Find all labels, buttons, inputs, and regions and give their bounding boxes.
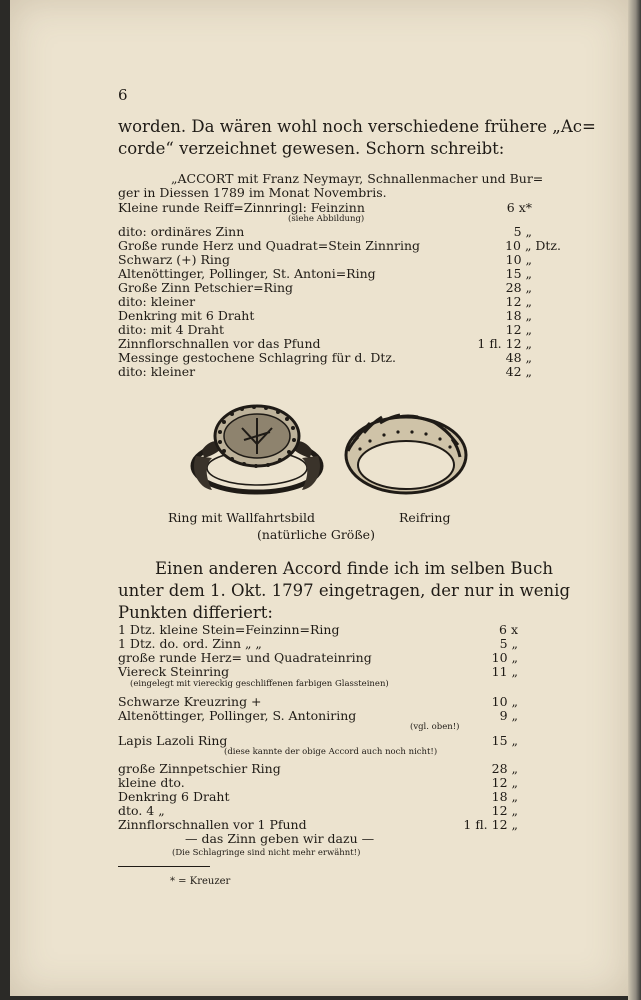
footnote: * = Kreuzer [170, 876, 231, 887]
list-item: 1 Dtz. kleine Stein=Feinzinn=Ring 6 x [118, 622, 518, 637]
schlagring-note: (Die Schlagringe sind nicht mehr erwähnt!) [172, 848, 361, 858]
list-item: dto. 4 „ 12 „ [118, 803, 518, 818]
intro-line-1: worden. Da wären wohl noch verschiedene frühere „Ac= [118, 117, 596, 136]
viereck-note: (eingelegt mit viereckig geschliffenen farbigen Glassteinen) [130, 679, 389, 689]
list-item: Altenöttinger, Pollinger, S. Antoniring 9 „ [118, 708, 518, 723]
para2-line-2: unter dem 1. Okt. 1797 eingetragen, der nur in wenig [118, 581, 571, 600]
list-item: 1 Dtz. do. ord. Zinn „ „ 5 „ [118, 636, 518, 651]
list-item: Messinge gestochene Schlagring für d. Dtz. 48 „ [118, 350, 532, 365]
list-item: dito: mit 4 Draht 12 „ [118, 322, 532, 337]
right-ring-caption: Reifring [399, 510, 451, 525]
list-item: Zinnflorschnallen vor das Pfund 1 fl. 12 „ [118, 336, 532, 351]
compare-note: (vgl. oben!) [410, 722, 460, 732]
book-page [10, 0, 628, 996]
list-item: Altenöttinger, Pollinger, St. Antoni=Ring 15 „ [118, 266, 532, 281]
figure-reference-note: (siehe Abbildung) [288, 214, 365, 224]
list-item: Große Zinn Petschier=Ring 28 „ [118, 280, 532, 295]
para2-line-3: Punkten differiert: [118, 603, 273, 622]
left-ring-caption: Ring mit Wallfahrtsbild [168, 510, 316, 525]
list-item: große Zinnpetschier Ring 28 „ [118, 761, 518, 776]
list-item: dito: kleiner 42 „ [118, 364, 532, 379]
footnote-divider [118, 866, 210, 867]
list-item: Denkring 6 Draht 18 „ [118, 789, 518, 804]
intro-line-2: corde“ verzeichnet gewesen. Schorn schreibt: [118, 139, 505, 158]
list-item: Zinnflorschnallen vor 1 Pfund 1 fl. 12 „ [118, 817, 518, 832]
list-item: Lapis Lazoli Ring 15 „ [118, 733, 518, 748]
list-item: Schwarz (+) Ring 10 „ [118, 252, 532, 267]
list-item: dito: kleiner 12 „ [118, 294, 532, 309]
quote-header-line-2: ger in Diessen 1789 im Monat Novembris. [118, 185, 387, 200]
pilgrimage-ring-illustration [182, 400, 332, 502]
list-item: Denkring mit 6 Draht 18 „ [118, 308, 532, 323]
quote-header-line-1: „ACCORT mit Franz Neymayr, Schnallenmacher und Bur= [171, 171, 544, 186]
page-number: 6 [118, 86, 128, 104]
list-item: Große runde Herz und Quadrat=Stein Zinnring 10 „ Dtz. [118, 238, 561, 253]
figure-subcaption: (natürliche Größe) [257, 527, 375, 542]
zinn-note: — das Zinn geben wir dazu — [185, 831, 375, 846]
list-item: Viereck Steinring 11 „ [118, 664, 518, 679]
list-item: Schwarze Kreuzring + 10 „ [118, 694, 518, 709]
lapis-note: (diese kannte der obige Accord auch noch nicht!) [224, 747, 438, 757]
hoop-ring-illustration [340, 405, 472, 499]
list-item: Kleine runde Reiff=Zinnringl: Feinzinn 6 x* [118, 200, 532, 215]
list-item: große runde Herz= und Quadrateinring 10 „ [118, 650, 518, 665]
para2-line-1: Einen anderen Accord finde ich im selben Buch [155, 559, 554, 578]
list-item: kleine dto. 12 „ [118, 775, 518, 790]
page-edge [628, 0, 641, 1000]
list-item: dito: ordinäres Zinn 5 „ [118, 224, 532, 239]
